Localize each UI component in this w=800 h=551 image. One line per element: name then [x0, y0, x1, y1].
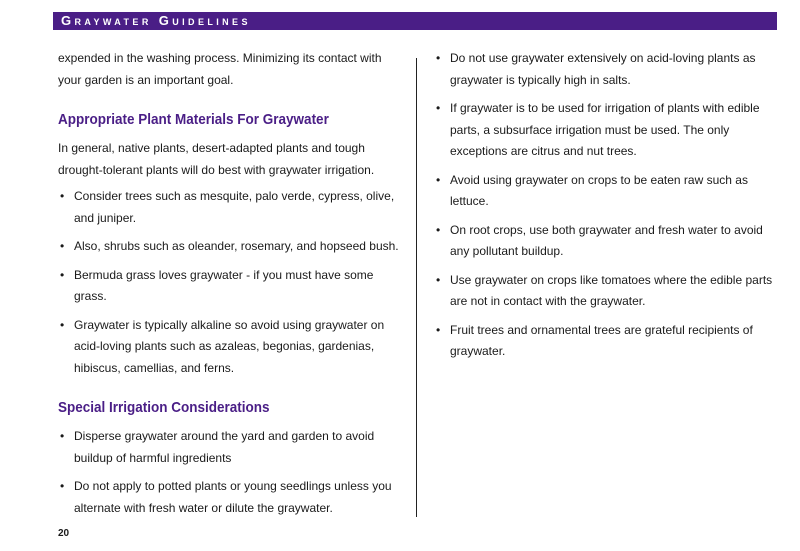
list-item-text: Fruit trees and ornamental trees are grateful recipients of graywater. [450, 322, 753, 358]
section-intro: In general, native plants, desert-adapted plants and tough drought-tolerant plants will do best with graywater irrigation. [58, 141, 375, 177]
list-item [434, 270, 779, 313]
list-item [58, 476, 403, 519]
list-item [434, 48, 779, 91]
bullet-icon: • [436, 222, 441, 237]
bullet-icon: • [436, 322, 441, 337]
list-item [434, 98, 779, 163]
right-column-list [434, 48, 779, 363]
list-item-text: If graywater is to be used for irrigation of plants with edible parts, a subsurface irrigation must be used. The only exceptions are citrus and nut trees. [450, 101, 760, 158]
plant-materials-list [58, 186, 403, 379]
list-item-text: On root crops, use both graywater and fresh water to avoid any pollutant buildup. [450, 222, 763, 258]
bullet-icon: • [436, 101, 441, 115]
list-item [58, 315, 403, 380]
bullet-icon: • [60, 239, 65, 253]
list-item [58, 265, 403, 308]
bullet-icon: • [436, 172, 441, 187]
list-item [434, 220, 779, 263]
list-item-text: Disperse graywater around the yard and garden to avoid buildup of harmful ingredients [74, 429, 375, 465]
list-item-text: Also, shrubs such as oleander, rosemary, and hopseed bush. [74, 239, 399, 253]
header-bar [53, 12, 777, 30]
list-item-text: Consider trees such as mesquite, palo verde, cypress, olive, and juniper. [74, 189, 395, 225]
bullet-icon: • [60, 267, 65, 282]
list-item [58, 426, 403, 469]
list-item-text: Do not apply to potted plants or young seedlings unless you alternate with fresh water or dilute the graywater. [74, 479, 392, 515]
left-column [58, 48, 403, 519]
bullet-icon: • [60, 479, 65, 493]
column-divider [416, 58, 417, 517]
bullet-icon: • [436, 51, 441, 65]
right-column [434, 48, 779, 363]
list-item [434, 320, 779, 363]
list-item-text: Use graywater on crops like tomatoes where the edible parts are not in contact with the graywater. [450, 272, 773, 308]
list-item [58, 236, 403, 258]
bullet-icon: • [60, 189, 65, 203]
header-title: Graywater Guidelines [61, 13, 251, 28]
list-item-text: Bermuda grass loves graywater - if you must have some grass. [74, 267, 374, 303]
bullet-icon: • [60, 429, 65, 443]
list-item-text: Avoid using graywater on crops to be eaten raw such as lettuce. [450, 172, 748, 208]
bullet-icon: • [60, 317, 65, 332]
list-item [434, 170, 779, 213]
intro-continuation: expended in the washing process. Minimizing its contact with your garden is an important goal. [58, 51, 382, 87]
bullet-icon: • [436, 272, 441, 287]
page-number: 20 [58, 528, 70, 539]
irrigation-considerations-list [58, 426, 403, 519]
list-item-text: Do not use graywater extensively on acid-loving plants as graywater is typically high in salts. [450, 51, 756, 87]
section-heading-irrigation: Special Irrigation Considerations [58, 399, 270, 416]
list-item-text: Graywater is typically alkaline so avoid using graywater on acid-loving plants such as azaleas, begonias, gardenias, hibiscus, camellias, and ferns. [74, 317, 385, 375]
section-heading-plant-materials: Appropriate Plant Materials For Graywater [58, 111, 329, 128]
list-item [58, 186, 403, 229]
